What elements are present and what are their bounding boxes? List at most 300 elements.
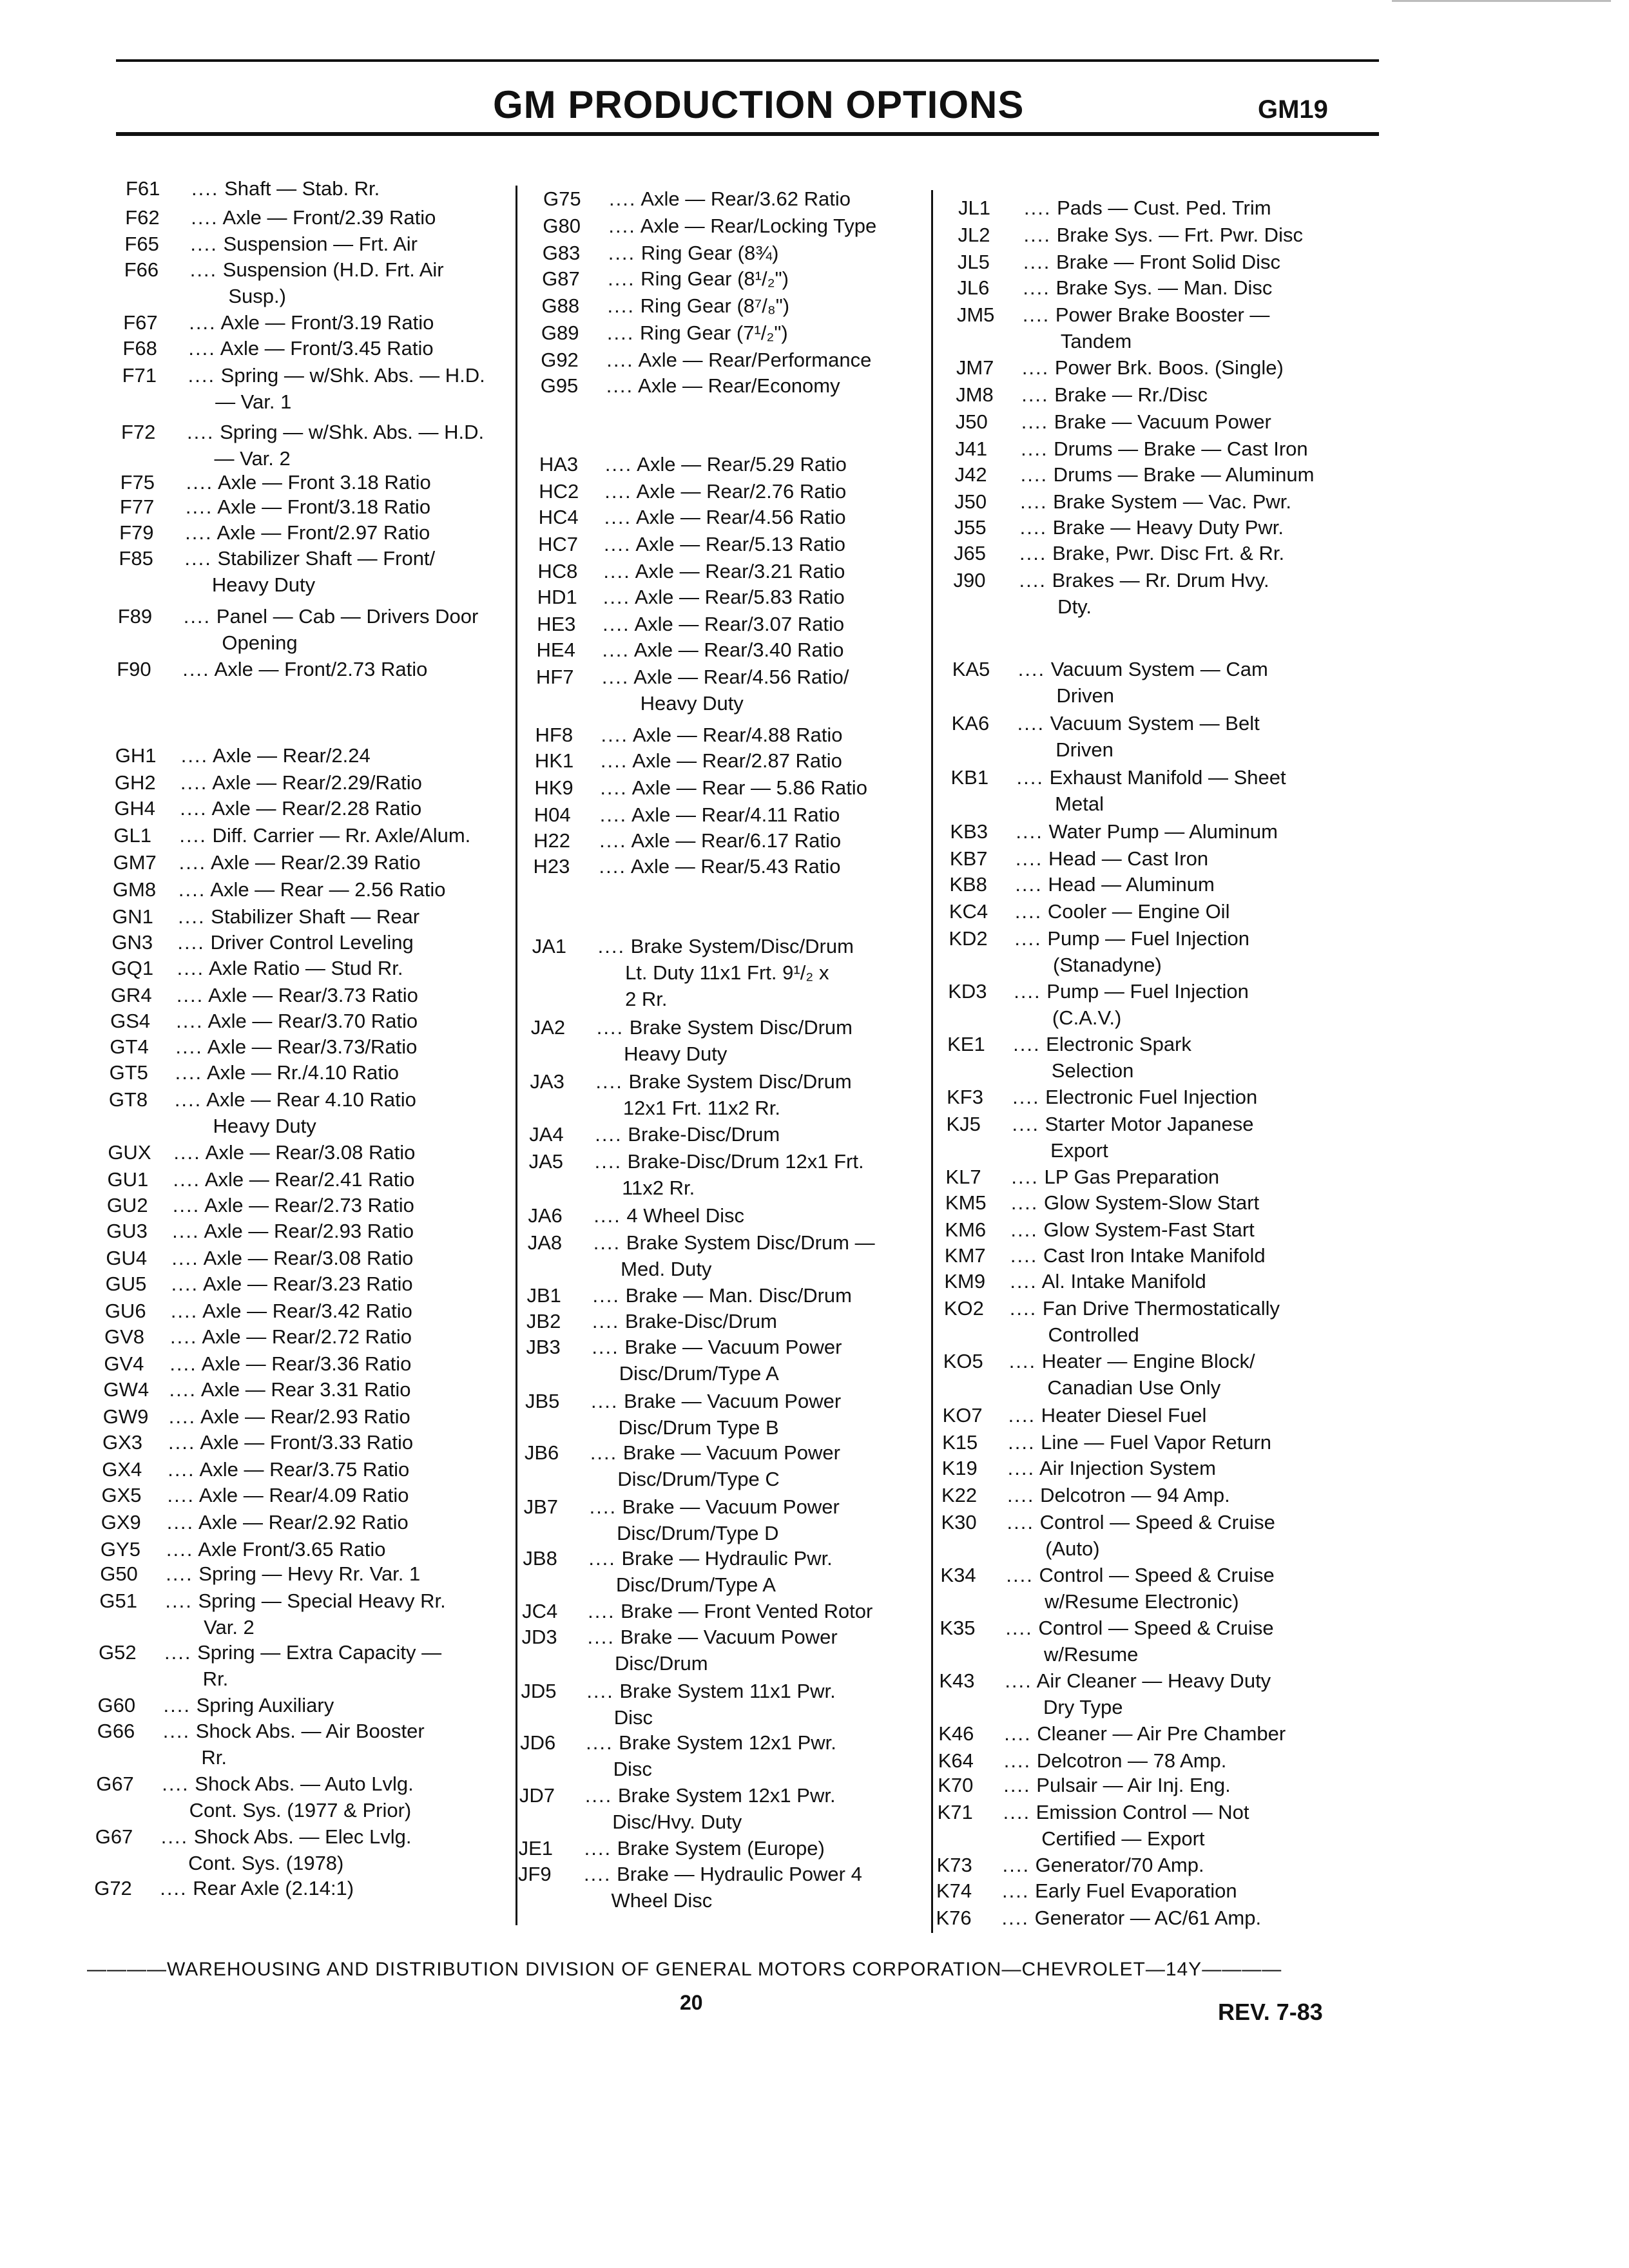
option-code: KF3 <box>947 1086 983 1108</box>
leader-dots: .... <box>165 1590 193 1612</box>
option-code: JB2 <box>526 1310 561 1332</box>
option-entry <box>527 1282 852 1309</box>
leader-dots: .... <box>1017 712 1045 735</box>
option-entry <box>938 1747 1227 1774</box>
leader-dots: .... <box>160 1825 189 1848</box>
leader-dots: .... <box>604 506 632 528</box>
option-code: K74 <box>936 1879 972 1902</box>
option-code: GL1 <box>113 824 152 847</box>
leader-dots: .... <box>609 187 637 210</box>
option-code: JA5 <box>528 1150 564 1173</box>
option-entry <box>942 1455 1216 1481</box>
option-entry <box>534 774 867 801</box>
option-description: Axle — Rr./4.10 Ratio <box>202 1061 400 1084</box>
leader-dots: .... <box>587 1626 615 1648</box>
option-description: Shock Abs. — Auto Lvlg. Cont. Sys. (1977 & Prior) <box>189 1773 414 1821</box>
option-entry <box>518 1861 862 1914</box>
option-code: JM5 <box>956 303 995 326</box>
option-entry <box>97 1718 425 1771</box>
leader-dots: .... <box>1007 1511 1034 1533</box>
option-entry <box>938 1799 1249 1852</box>
option-code: GN3 <box>111 931 153 954</box>
option-description: Axle — Rear/3.21 Ratio <box>630 560 845 582</box>
option-description: Ring Gear (8¹/₂") <box>635 267 789 290</box>
leader-dots: .... <box>166 1562 193 1585</box>
option-description: Axle — Rear/3.08 Ratio <box>200 1141 416 1164</box>
option-description: Axle — Rear/2.41 Ratio <box>200 1168 415 1191</box>
leader-dots: .... <box>594 1150 622 1173</box>
revision-label: REV. 7-83 <box>1218 1999 1323 2025</box>
option-description: Axle Front/3.65 Ratio <box>193 1538 386 1561</box>
leader-dots: .... <box>1012 1113 1039 1135</box>
option-description: Axle — Rear/2.29/Ratio <box>207 771 422 794</box>
page-number: 20 <box>680 1991 703 2014</box>
option-description: Axle — Rear/4.88 Ratio <box>628 724 843 746</box>
option-entry <box>111 982 418 1008</box>
option-description: Emission Control — Not Certified — Export <box>1036 1801 1249 1850</box>
leader-dots: .... <box>607 294 635 317</box>
option-description: Axle — Front/3.19 Ratio <box>216 311 434 334</box>
option-code: JB5 <box>525 1390 560 1412</box>
option-entry <box>936 1905 1262 1931</box>
leader-dots: .... <box>178 851 207 874</box>
option-entry <box>958 195 1271 221</box>
option-description: Brake — Hydraulic Power 4 Wheel Disc <box>611 1863 862 1912</box>
option-description: Axle — Rear/2.39 Ratio <box>206 851 421 874</box>
option-entry <box>529 1121 780 1148</box>
leader-dots: .... <box>1014 927 1042 950</box>
leader-dots: .... <box>1020 463 1048 486</box>
leader-dots: .... <box>1002 1854 1030 1876</box>
option-entry <box>950 845 1208 872</box>
option-code: HC8 <box>537 560 578 582</box>
option-description: Cleaner — Air Pre Chamber <box>1031 1722 1286 1745</box>
option-code: KO2 <box>943 1297 984 1320</box>
option-entry <box>958 249 1280 275</box>
option-code: GUX <box>108 1141 151 1164</box>
option-entry <box>950 818 1278 845</box>
leader-dots: .... <box>175 1035 203 1058</box>
option-code: G80 <box>543 215 581 237</box>
option-code: KM9 <box>944 1270 986 1293</box>
option-entry <box>102 1482 409 1508</box>
option-entry <box>534 853 841 879</box>
option-code: KC4 <box>949 900 988 923</box>
option-code: K30 <box>941 1511 977 1533</box>
option-description: Pads — Cust. Ped. Trim <box>1051 197 1271 219</box>
leader-dots: .... <box>586 1731 613 1754</box>
option-description: Axle — Rear/2.87 Ratio <box>628 749 842 772</box>
option-entry <box>948 978 1249 1031</box>
option-entry <box>102 1429 413 1456</box>
option-entry <box>522 1624 838 1677</box>
option-entry <box>523 1545 832 1598</box>
option-code: HE3 <box>537 613 576 635</box>
option-entry <box>110 1059 399 1086</box>
leader-dots: .... <box>1021 383 1049 406</box>
option-entry <box>99 1588 445 1640</box>
option-entry <box>956 354 1284 381</box>
option-entry <box>954 567 1269 620</box>
option-code: GX3 <box>102 1431 143 1454</box>
option-code: HD1 <box>537 586 577 608</box>
option-code: GT8 <box>108 1088 148 1111</box>
option-entry <box>105 1298 412 1324</box>
leader-dots: .... <box>601 724 628 746</box>
option-entry <box>954 488 1291 515</box>
column-divider-2 <box>931 190 933 1933</box>
leader-dots: .... <box>1020 490 1048 513</box>
option-description: Generator — AC/61 Amp. <box>1028 1907 1262 1929</box>
option-entry <box>525 1439 840 1492</box>
option-entry <box>947 1031 1191 1084</box>
option-code: G66 <box>97 1720 135 1742</box>
option-description: Cooler — Engine Oil <box>1042 900 1230 923</box>
option-code: H23 <box>533 855 570 878</box>
option-code: G52 <box>99 1641 137 1664</box>
option-code: JM8 <box>956 383 994 406</box>
leader-dots: .... <box>184 547 212 570</box>
leader-dots: .... <box>178 905 206 928</box>
leader-dots: .... <box>182 658 210 680</box>
leader-dots: .... <box>588 1547 616 1570</box>
option-code: JC4 <box>522 1600 558 1622</box>
leader-dots: .... <box>593 1204 621 1227</box>
leader-dots: .... <box>186 471 214 494</box>
option-description: Vacuum System — Belt Driven <box>1050 712 1260 761</box>
leader-dots: .... <box>190 233 218 255</box>
option-entry <box>524 1494 840 1546</box>
option-entry <box>121 419 484 472</box>
option-code: K19 <box>941 1457 978 1479</box>
option-code: HC4 <box>538 506 579 528</box>
option-description: Brake — Vacuum Power Disc/Drum/Type A <box>619 1336 842 1385</box>
option-description: Drums — Brake — Aluminum <box>1048 463 1315 486</box>
option-entry <box>119 519 430 546</box>
scan-artifact <box>1392 0 1611 2</box>
option-code: GH1 <box>115 744 157 767</box>
option-entry <box>945 1216 1254 1243</box>
option-entry <box>528 1202 744 1229</box>
option-description: Axle — Rear 4.10 Ratio Heavy Duty <box>206 1088 416 1137</box>
leader-dots: .... <box>171 1273 199 1295</box>
option-description: Axle — Rear/2.92 Ratio <box>194 1511 409 1533</box>
option-description: Axle — Rear/2.73 Ratio <box>200 1194 414 1216</box>
option-description: Axle — Front/3.45 Ratio <box>215 337 434 360</box>
option-code: GU6 <box>104 1300 146 1322</box>
option-description: Brake Sys. — Frt. Pwr. Disc <box>1050 224 1303 246</box>
option-code: JE1 <box>518 1837 554 1860</box>
option-entry <box>102 1456 409 1483</box>
option-entry <box>96 1771 414 1823</box>
option-code: KD3 <box>948 980 987 1003</box>
leader-dots: .... <box>1023 251 1051 273</box>
option-code: G95 <box>540 374 579 397</box>
option-code: KB7 <box>949 847 988 870</box>
option-description: 4 Wheel Disc <box>621 1204 744 1227</box>
option-code: GY5 <box>100 1538 140 1561</box>
option-entry <box>99 1639 441 1692</box>
option-description: Brakes — Rr. Drum Hvy. Dty. <box>1052 569 1269 618</box>
option-code: F79 <box>119 521 154 544</box>
option-entry <box>526 1334 842 1387</box>
option-code: JL5 <box>957 251 990 273</box>
leader-dots: .... <box>608 215 636 237</box>
option-code: G50 <box>100 1562 138 1585</box>
option-entry <box>519 1782 836 1835</box>
option-description: Power Brk. Boos. (Single) <box>1049 356 1284 379</box>
leader-dots: .... <box>599 803 628 826</box>
leader-dots: .... <box>1007 1484 1035 1506</box>
option-code: G87 <box>542 267 580 290</box>
leader-dots: .... <box>180 771 208 794</box>
option-description: Panel — Cab — Drivers Door Opening <box>216 605 479 654</box>
option-description: Axle — Front/3.18 Ratio <box>213 495 431 518</box>
option-entry <box>110 1033 417 1060</box>
leader-dots: .... <box>177 931 205 954</box>
option-code: F75 <box>120 471 155 494</box>
leader-dots: .... <box>1007 1457 1036 1479</box>
option-entry <box>125 204 436 231</box>
option-code: F67 <box>123 311 158 334</box>
option-description: Axle — Rear 3.31 Ratio <box>196 1378 411 1401</box>
leader-dots: .... <box>1011 1166 1039 1188</box>
option-description: Suspension — Frt. Air <box>217 233 418 255</box>
leader-dots: .... <box>584 1837 612 1860</box>
option-code: KM5 <box>945 1191 987 1214</box>
option-code: F68 <box>122 337 157 360</box>
leader-dots: .... <box>1008 1404 1036 1427</box>
leader-dots: .... <box>173 1168 200 1191</box>
option-entry <box>944 1268 1206 1294</box>
leader-dots: .... <box>168 1405 197 1428</box>
leader-dots: .... <box>1019 516 1048 539</box>
option-entry <box>944 1295 1280 1348</box>
option-description: Driver Control Leveling <box>204 931 414 954</box>
leader-dots: .... <box>163 1694 191 1716</box>
option-description: Spring — Hevy Rr. Var. 1 <box>193 1562 421 1585</box>
leader-dots: .... <box>189 258 218 281</box>
option-code: JB8 <box>523 1547 557 1570</box>
option-description: Brake System — Vac. Pwr. <box>1047 490 1291 513</box>
option-code: H04 <box>534 803 571 826</box>
option-description: Axle — Front/2.39 Ratio <box>218 206 436 229</box>
option-description: Fan Drive Thermostatically Controlled <box>1042 1297 1280 1346</box>
option-entry <box>104 1350 411 1377</box>
option-code: J50 <box>954 490 987 513</box>
option-description: Delcotron — 94 Amp. <box>1034 1484 1230 1506</box>
option-entry <box>541 347 871 373</box>
option-code: JA1 <box>532 935 567 957</box>
option-code: F71 <box>122 364 157 387</box>
option-entry <box>949 871 1215 898</box>
option-entry <box>107 1192 414 1218</box>
option-entry <box>538 531 845 557</box>
option-description: Heater Diesel Fuel <box>1036 1404 1207 1427</box>
option-entry <box>955 461 1315 488</box>
option-code: JD3 <box>521 1626 557 1648</box>
leader-dots: .... <box>185 495 213 518</box>
option-entry <box>949 925 1249 978</box>
option-code: G67 <box>95 1825 133 1848</box>
option-entry <box>947 1084 1257 1110</box>
option-entry <box>945 1242 1266 1269</box>
option-description: Axle — Rear/5.43 Ratio <box>626 855 841 878</box>
option-description: Water Pump — Aluminum <box>1043 820 1278 843</box>
leader-dots: .... <box>162 1773 189 1795</box>
leader-dots: .... <box>171 1247 199 1269</box>
top-rule <box>116 59 1379 62</box>
leader-dots: .... <box>603 560 631 582</box>
leader-dots: .... <box>589 1495 617 1518</box>
option-code: GW9 <box>102 1405 149 1428</box>
option-entry <box>115 742 371 769</box>
leader-dots: .... <box>597 935 626 957</box>
option-description: Brake Sys. — Man. Disc <box>1050 276 1273 299</box>
leader-dots: .... <box>179 824 207 847</box>
leader-dots: .... <box>180 797 207 820</box>
leader-dots: .... <box>600 776 628 799</box>
leader-dots: .... <box>164 1641 192 1664</box>
option-entry <box>122 362 485 415</box>
column-divider-1 <box>516 186 517 1925</box>
leader-dots: .... <box>178 878 206 901</box>
option-code: GV8 <box>104 1325 145 1348</box>
option-code: KJ5 <box>946 1113 981 1135</box>
option-entry <box>940 1615 1273 1667</box>
option-description: Electronic Fuel Injection <box>1039 1086 1258 1108</box>
option-code: J90 <box>953 569 986 591</box>
option-description: Spring Auxiliary <box>190 1694 334 1716</box>
leader-dots: .... <box>595 1123 622 1146</box>
option-description: Brake, Pwr. Disc Frt. & Rr. <box>1046 542 1285 564</box>
option-description: Air Cleaner — Heavy Duty Dry Type <box>1036 1669 1271 1718</box>
option-description: Head — Aluminum <box>1042 873 1215 896</box>
option-description: Axle — Rear/Performance <box>633 349 872 371</box>
option-code: HF7 <box>535 666 574 688</box>
option-code: GU3 <box>106 1220 148 1242</box>
leader-dots: .... <box>592 1310 620 1332</box>
option-entry <box>119 545 435 598</box>
option-code: J50 <box>955 410 988 433</box>
leader-dots: .... <box>586 1680 614 1702</box>
option-description: Axle — Rear/6.17 Ratio <box>626 829 842 852</box>
leader-dots: .... <box>1014 980 1041 1003</box>
option-description: Brake-Disc/Drum <box>622 1123 780 1146</box>
option-code: F65 <box>124 233 159 255</box>
option-description: Axle — Rear/3.08 Ratio <box>198 1247 414 1269</box>
option-description: Axle — Rear/2.28 Ratio <box>207 797 422 820</box>
leader-dots: .... <box>1021 356 1050 379</box>
leader-dots: .... <box>602 639 630 661</box>
option-entry <box>126 175 380 202</box>
option-code: KB3 <box>950 820 988 843</box>
option-entry <box>111 955 403 981</box>
option-entry <box>114 795 421 822</box>
leader-dots: .... <box>591 1390 619 1412</box>
option-code: JB3 <box>526 1336 561 1358</box>
option-code: HC2 <box>539 480 579 503</box>
option-code: F89 <box>117 605 153 628</box>
option-entry <box>113 849 421 876</box>
option-entry <box>539 504 846 530</box>
option-entry <box>952 710 1260 763</box>
option-entry <box>537 584 845 610</box>
leader-dots: .... <box>188 337 216 360</box>
option-code: GM8 <box>112 878 157 901</box>
option-description: Head — Cast Iron <box>1043 847 1209 870</box>
option-entry <box>519 1835 825 1861</box>
option-code: KM7 <box>944 1244 986 1267</box>
option-entry <box>954 514 1284 541</box>
option-code: GN1 <box>112 905 153 928</box>
option-entry <box>528 1229 875 1282</box>
option-description: Brake — Vacuum Power Disc/Drum Type B <box>618 1390 842 1439</box>
option-code: KD2 <box>949 927 988 950</box>
option-entry <box>943 1402 1207 1428</box>
option-description: Axle — Rear/2.93 Ratio <box>196 1405 410 1428</box>
option-description: Spring — Special Heavy Rr. Var. 2 <box>198 1590 446 1639</box>
header-rule <box>116 132 1379 136</box>
option-code: G72 <box>94 1877 132 1899</box>
option-description: Drums — Brake — Cast Iron <box>1048 437 1308 460</box>
option-description: Ring Gear (8⁷/₈") <box>634 294 790 317</box>
option-code: J41 <box>955 437 988 460</box>
option-description: Axle — Rear/2.24 <box>208 744 371 767</box>
option-description: Axle — Rear/3.07 Ratio <box>630 613 845 635</box>
option-entry <box>106 1245 413 1271</box>
option-entry <box>521 1678 835 1731</box>
option-description: Delcotron — 78 Amp. <box>1031 1749 1227 1772</box>
option-description: Axle — Rear/5.83 Ratio <box>630 586 845 608</box>
option-entry <box>958 222 1303 248</box>
option-description: Axle — Rear/3.42 Ratio <box>198 1300 412 1322</box>
leader-dots: .... <box>602 586 631 608</box>
option-code: KB1 <box>950 766 989 789</box>
leader-dots: .... <box>166 1538 194 1561</box>
option-entry <box>543 213 876 239</box>
leader-dots: .... <box>176 1010 204 1032</box>
option-code: HF8 <box>535 724 574 746</box>
option-description: Brake — Vacuum Power Disc/Drum/Type D <box>617 1495 840 1544</box>
leader-dots: .... <box>608 242 636 264</box>
option-description: Suspension (H.D. Frt. Air Susp.) <box>222 258 444 307</box>
leader-dots: .... <box>172 1220 200 1242</box>
option-description: Axle — Rear/3.40 Ratio <box>629 639 844 661</box>
option-description: Line — Fuel Vapor Return <box>1035 1431 1272 1454</box>
leader-dots: .... <box>606 374 634 397</box>
leader-dots: .... <box>169 1352 197 1375</box>
option-code: F90 <box>117 658 151 680</box>
option-code: GM7 <box>113 851 157 874</box>
option-entry <box>957 274 1272 301</box>
option-code: J65 <box>954 542 986 564</box>
option-code: GV4 <box>104 1352 144 1375</box>
option-entry <box>525 1388 841 1441</box>
option-code: GU4 <box>106 1247 148 1269</box>
option-entry <box>101 1536 386 1562</box>
option-code: JL6 <box>957 276 990 299</box>
option-code: JD5 <box>521 1680 557 1702</box>
option-code: J55 <box>954 516 987 539</box>
option-entry <box>530 1068 851 1121</box>
option-entry <box>124 256 444 309</box>
option-description: Axle — Rear/Locking Type <box>635 215 877 237</box>
option-code: JD7 <box>519 1784 555 1807</box>
option-entry <box>115 769 422 796</box>
leader-dots: .... <box>172 1194 200 1216</box>
leader-dots: .... <box>584 1863 612 1885</box>
